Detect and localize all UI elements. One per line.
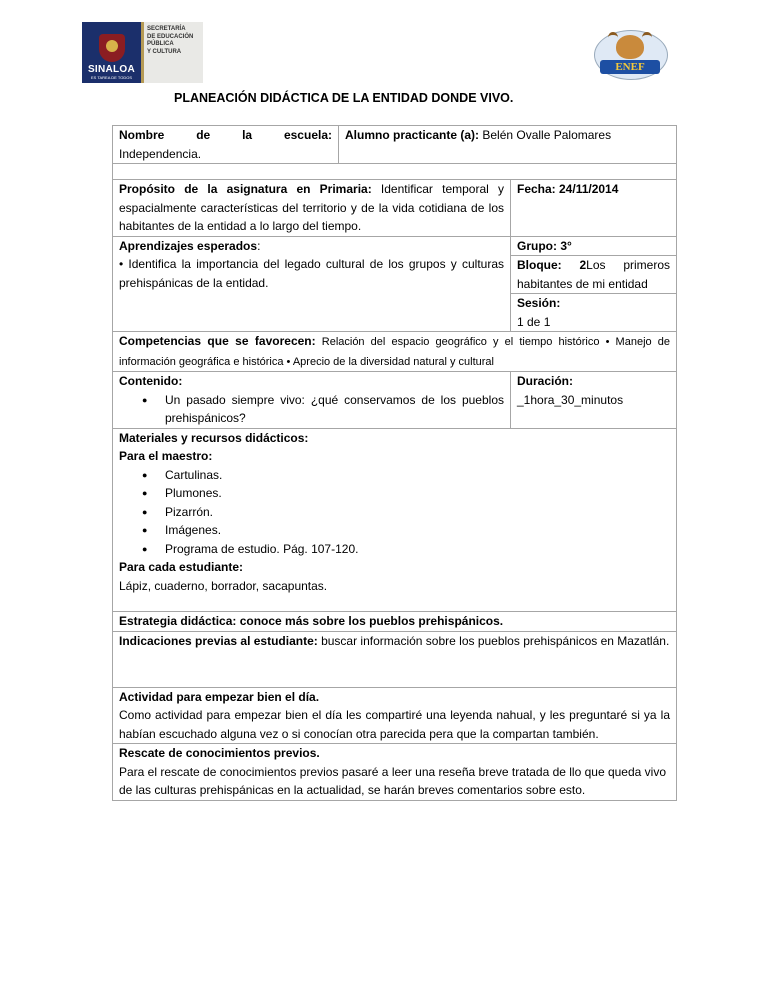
enef-logo-text: ENEF — [600, 60, 660, 74]
block-cell — [511, 256, 677, 294]
date-value: Fecha: 24/11/2014 — [517, 182, 619, 196]
duration-label: Duración: — [517, 374, 574, 388]
group-value: Grupo: 3° — [517, 238, 572, 253]
learning-label: Aprendizajes esperados — [119, 238, 258, 253]
session-label: Sesión: — [517, 296, 561, 310]
student-materials-value: Lápiz, cuaderno, borrador, sacapuntas. — [119, 578, 328, 593]
page-title: PLANEACIÓN DIDÁCTICA DE LA ENTIDAD DONDE VIVO. — [174, 91, 514, 105]
purpose-value: Identificar temporal y espacialmente características del territorio y de la vida cotidiana de los habitantes de la entidad a lo largo del tiempo. — [119, 182, 504, 233]
prior-knowledge-label: Rescate de conocimientos previos. — [119, 746, 320, 760]
table-row — [113, 372, 677, 429]
table-row — [113, 126, 677, 164]
duration-value: _1hora_30_minutos — [517, 392, 624, 407]
logo-motto: ES TAREA DE TODOS — [90, 75, 133, 80]
content-cell — [113, 372, 511, 429]
activity-label: Actividad para empezar bien el día. — [119, 689, 320, 704]
sinaloa-crest — [82, 22, 141, 83]
logo-secretaria-text — [141, 22, 203, 83]
materials-label: Materiales y recursos didácticos: — [119, 430, 309, 445]
duration-cell — [511, 372, 677, 429]
group-cell — [511, 236, 677, 256]
student-label: Alumno practicante (a): — [345, 128, 480, 142]
list-item: ● Pizarrón. — [165, 503, 670, 522]
student-value: Belén Ovalle Palomares — [479, 128, 612, 142]
sinaloa-sepyc-logo — [82, 22, 203, 83]
table-row — [113, 428, 677, 612]
table-row — [113, 180, 677, 237]
strategy-value: Estrategia didáctica: conoce más sobre los pueblos prehispánicos. — [119, 614, 504, 628]
competencies-value: Relación del espacio geográfico y el tiempo histórico • Manejo de información geográfica e histórica • Aprecio de la diversidad natural y cultural — [119, 336, 670, 368]
student-cell — [339, 126, 677, 164]
table-row — [113, 744, 677, 801]
prior-knowledge-value: Para el rescate de conocimientos previos pasaré a leer una reseña breve tratada de llo que queda vivo de las culturas prehispánicas en la actualidad, se harán breves comentarios sobre esto. — [119, 764, 667, 797]
table-row — [113, 612, 677, 632]
antler-icon — [642, 32, 652, 43]
planning-table — [112, 125, 677, 801]
instructions-cell — [113, 631, 677, 687]
competencies-cell — [113, 332, 677, 372]
table-row — [113, 687, 677, 744]
table-row — [113, 631, 677, 687]
table-row — [113, 236, 677, 256]
purpose-cell — [113, 180, 511, 237]
activity-cell — [113, 687, 677, 744]
session-value: 1 de 1 — [517, 314, 551, 329]
deer-icon — [616, 35, 644, 59]
block-value: Los primeros habitantes de mi entidad — [517, 258, 670, 291]
content-label: Contenido: — [119, 374, 183, 388]
logo-state-name: SINALOA — [87, 64, 136, 75]
materials-cell — [113, 428, 677, 612]
shield-icon — [99, 34, 125, 62]
list-item: ● Imágenes. — [165, 521, 670, 540]
list-item: ● Un pasado siempre vivo: ¿qué conservamos de los pueblos prehispánicos? — [165, 391, 504, 428]
enef-logo — [594, 30, 666, 78]
logo-text-line: PÚBLICA — [147, 41, 174, 47]
competencies-label: Competencias que se favorecen: — [119, 334, 316, 348]
learning-cell — [113, 236, 511, 332]
teacher-materials-label: Para el maestro: — [119, 449, 213, 463]
purpose-label: Propósito de la asignatura en Primaria: — [119, 182, 372, 196]
date-cell — [511, 180, 677, 237]
list-item: ● Cartulinas. — [165, 466, 670, 485]
content-list — [119, 391, 504, 428]
logo-text-line: SECRETARÍA — [147, 26, 186, 32]
learning-value: • Identifica la importancia del legado cultural de los grupos y culturas prehispánicas de la entidad. — [119, 257, 504, 290]
student-materials-label: Para cada estudiante: — [119, 560, 244, 574]
instructions-label: Indicaciones previas al estudiante: — [119, 633, 318, 648]
prior-knowledge-cell — [113, 744, 677, 801]
table-row — [113, 164, 677, 180]
school-label: Nombre de la escuela: — [119, 128, 332, 142]
list-item: ● Plumones. — [165, 484, 670, 503]
session-cell — [511, 294, 677, 332]
strategy-cell — [113, 612, 677, 632]
learning-colon: : — [257, 238, 261, 253]
table-row — [113, 332, 677, 372]
activity-value: Como actividad para empezar bien el día les compartiré una leyenda nahual, y les preguntaré si ya la habían escuchado alguna vez o si conocían otra parecida pera que la compartan también. — [119, 708, 670, 741]
spacer-cell — [113, 164, 677, 180]
school-value: Independencia. — [119, 146, 202, 161]
logo-text-line: DE EDUCACIÓN — [147, 33, 194, 40]
list-item: ● Programa de estudio. Pág. 107-120. — [165, 540, 670, 559]
school-cell — [113, 126, 339, 164]
block-label: Bloque: 2 — [517, 258, 587, 272]
teacher-materials-list — [119, 466, 670, 559]
logo-text-line: Y CULTURA — [147, 48, 182, 55]
instructions-value: buscar información sobre los pueblos prehispánicos en Mazatlán. — [317, 633, 670, 648]
